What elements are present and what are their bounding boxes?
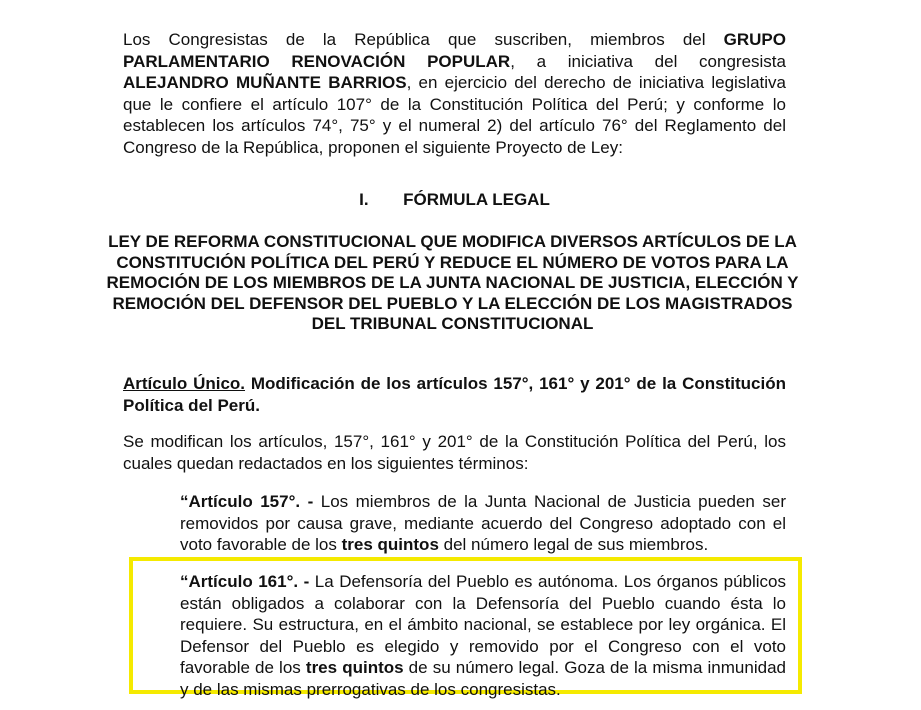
intro-paragraph [123,29,786,158]
section-number: I. [359,190,369,209]
law-title: LEY DE REFORMA CONSTITUCIONAL QUE MODIFICA DIVERSOS ARTÍCULOS DE LA CONSTITUCIÓN POLÍTICA DEL PERÚ Y REDUCE EL NÚMERO DE VOTOS PARA LA REMOCIÓN DE LOS MIEMBROS DE LA JUNTA NACIONAL DE JUSTICIA, ELECCIÓN Y REMOCIÓN DEL DEFENSOR DEL PUEBLO Y LA ELECCIÓN DE LOS MAGISTRADOS DEL TRIBUNAL CONSTITUCIONAL [106,232,799,334]
intro-text-2: , a iniciativa del congresista [510,51,786,71]
article-label: Artículo Único. [123,374,246,393]
article-161-quote [180,571,786,700]
article-161-bold: tres quintos [305,658,404,677]
author-name: ALEJANDRO MUÑANTE BARRIOS [123,73,407,92]
article-157-text-2: del número legal de sus miembros. [438,535,709,554]
article-161-text-2: de su número legal. Goza de la misma inmunidad y de las mismas prerrogativas de los congresistas. [180,658,786,699]
intro-text-1: Los Congresistas de la República que suscriben, miembros del [123,30,724,49]
modify-paragraph: Se modifican los artículos, 157°, 161° y 201° de la Constitución Política del Perú, los cuales quedan redactados en los siguientes términos: [123,432,786,473]
article-157-label: “Artículo 157°. - [180,492,314,511]
section-title: FÓRMULA LEGAL [403,190,550,209]
article-157-text-1: Los miembros de la Junta Nacional de Justicia pueden ser removidos por causa grave, mediante acuerdo del Congreso adoptado con el voto favorable de los [180,492,786,554]
article-157-bold: tres quintos [341,535,439,554]
article-161-text-1: La Defensoría del Pueblo es autónoma. Los órganos públicos están obligados a colaborar con la Defensoría del Pueblo cuando ésta lo requiere. Su estructura, en el ámbito nacional, se establece por ley orgánica. El Defensor del Pueblo es elegido y removido por el Congreso con el voto favorable de los [180,572,786,677]
article-heading-text: Modificación de los artículos 157°, 161° y 201° de la Constitución Política del Perú. [123,374,786,415]
article-heading [123,373,786,416]
section-heading [123,189,786,211]
intro-text-3: , en ejercicio del derecho de iniciativa legislativa que le confiere el artículo 107° de la Constitución Política del Perú; y conforme lo establecen los artículos 74°, 75° y el numeral 2) del artículo 76° del Reglamento del Congreso de la República, proponen el siguiente Proyecto de Ley: [123,73,786,157]
article-161-label: “Artículo 161°. - [180,572,310,591]
article-157-quote [180,491,786,556]
party-name: GRUPO PARLAMENTARIO RENOVACIÓN POPULAR [123,30,786,71]
